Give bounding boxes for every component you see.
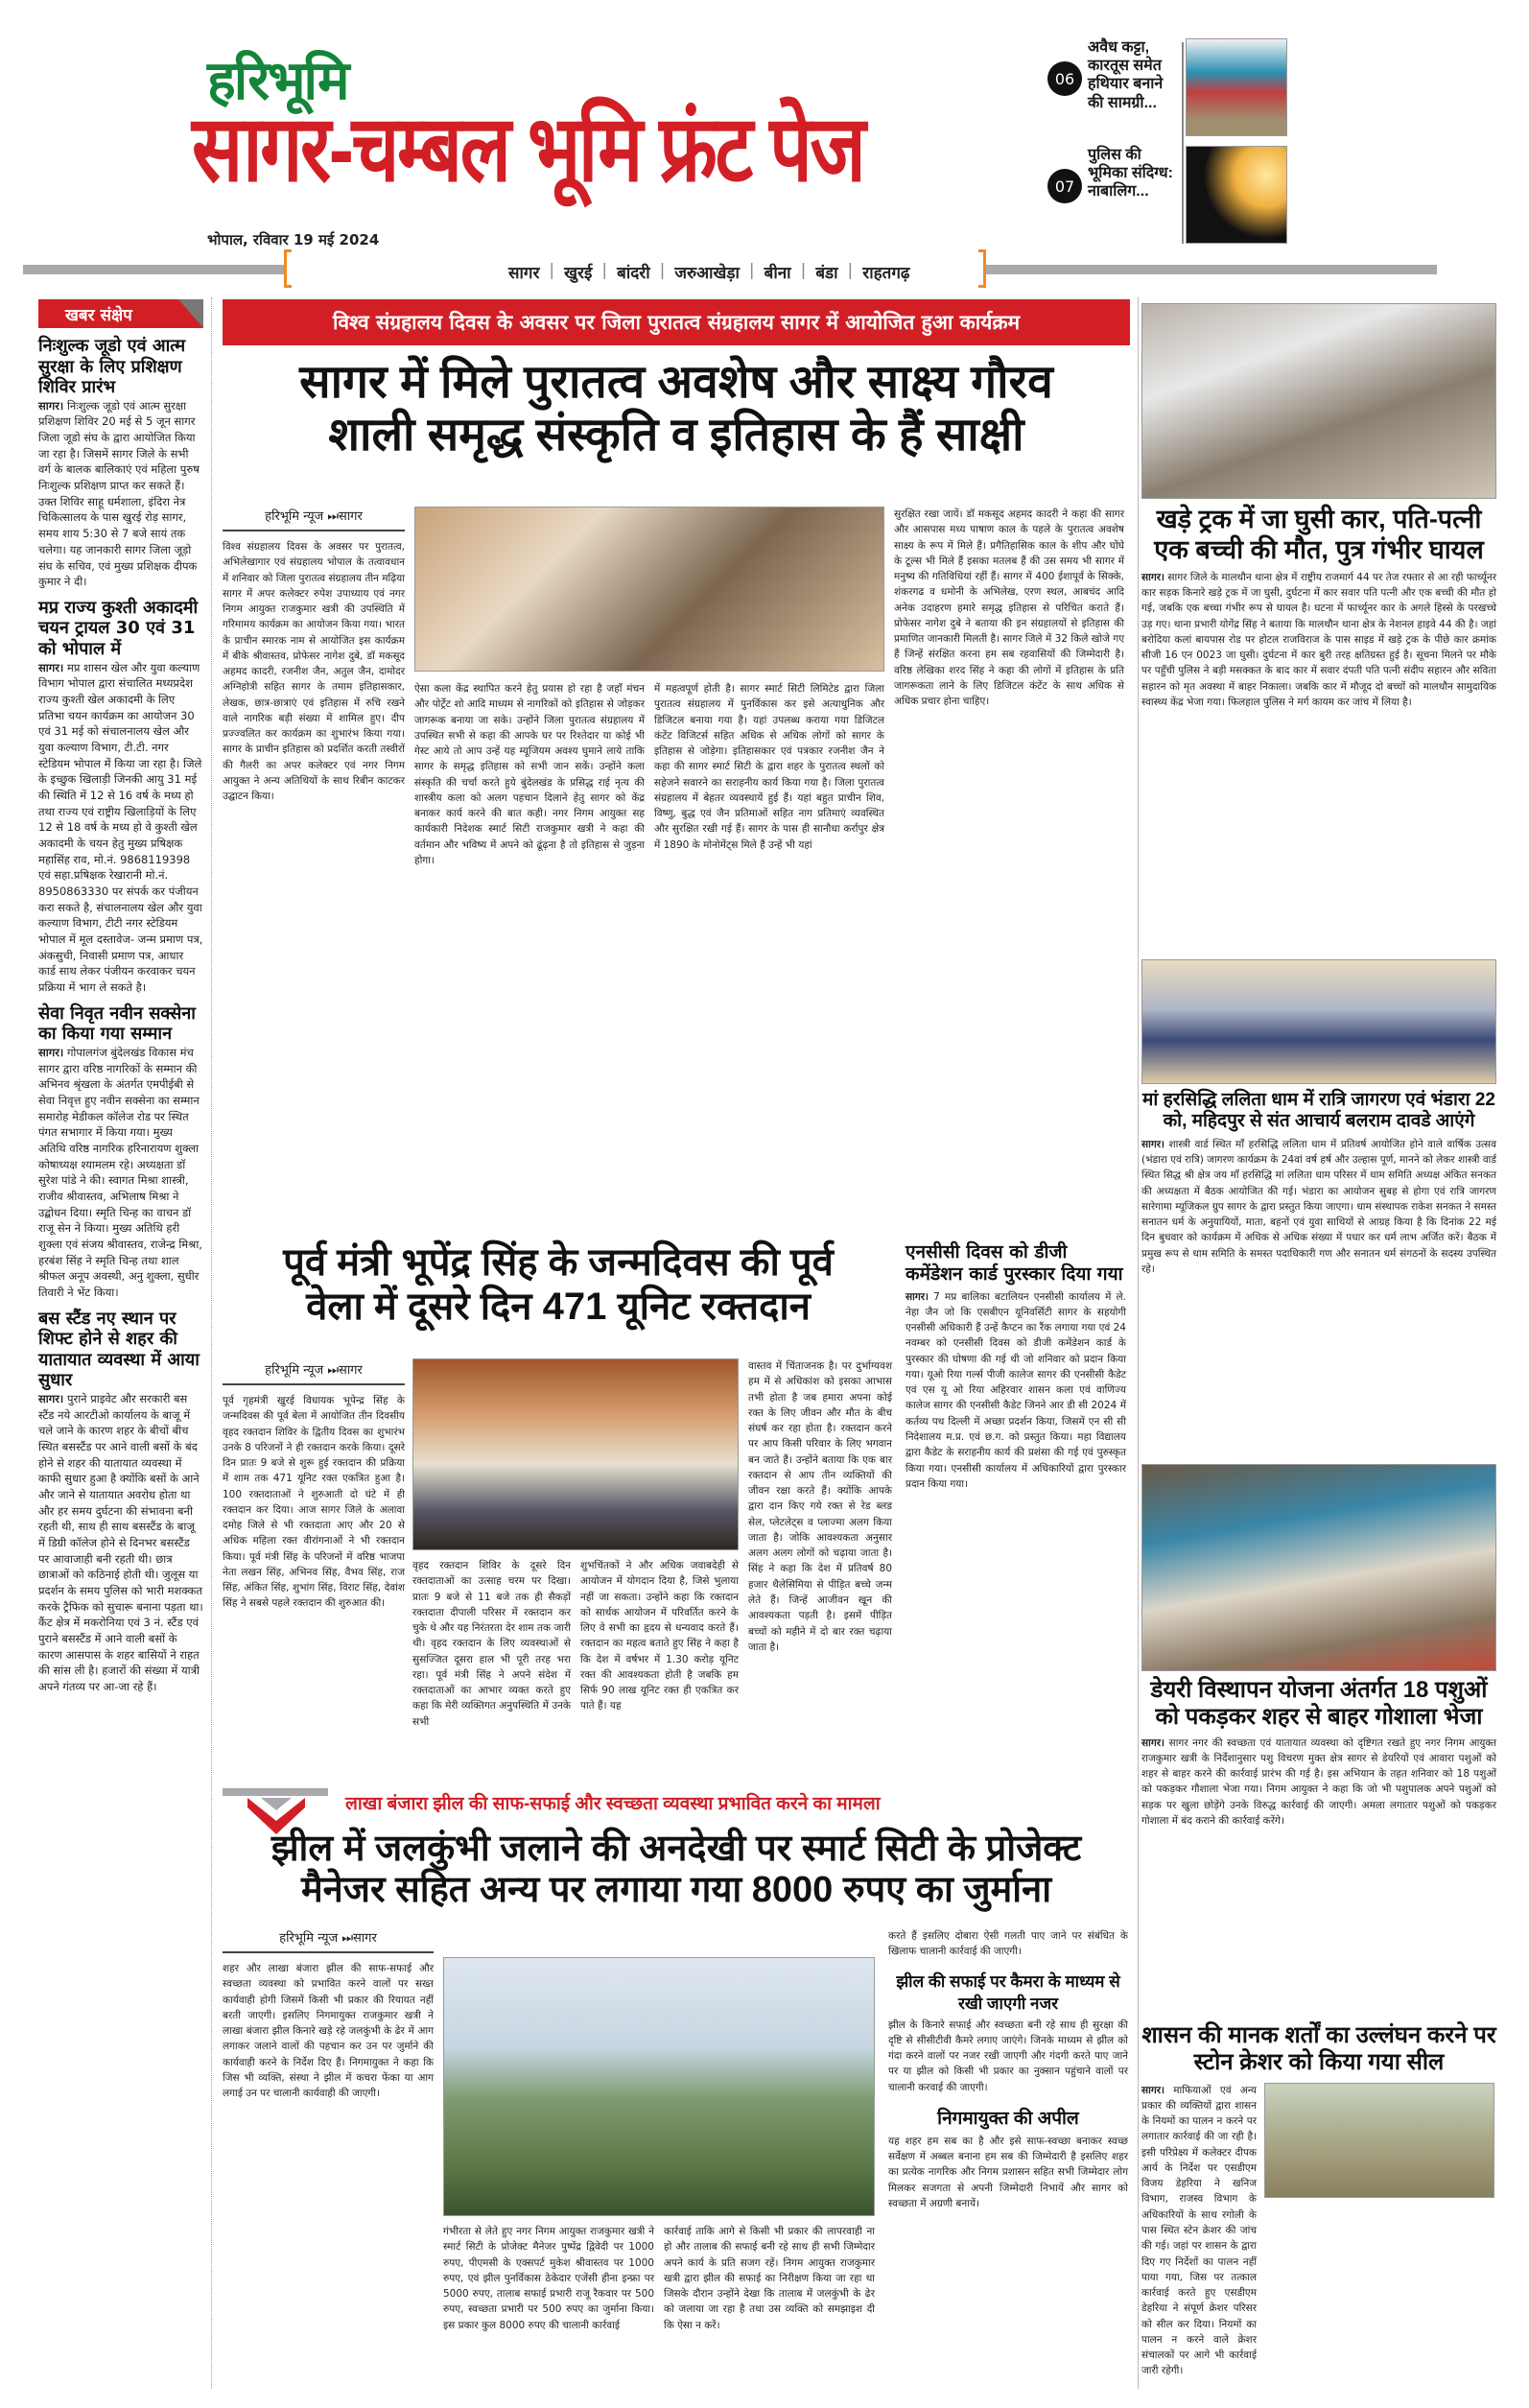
arrest-photo: [1186, 38, 1287, 136]
dateline: भोपाल, रविवार 19 मई 2024: [207, 231, 380, 248]
section-tag: खबर संक्षेप: [38, 299, 203, 328]
blood-donors-group-photo: [412, 1358, 739, 1550]
city-link[interactable]: बांदरी: [617, 264, 650, 283]
crash-headline[interactable]: खड़े ट्रक में जा घुसी कार, पति-पत्नी एक बच्ची की मौत, पुत्र गंभीर घायल: [1154, 505, 1484, 564]
teaser-text: अवैध कट्टा, कारतूस समेत हथियार बनाने की सामग्री...: [1088, 39, 1164, 111]
lead-col-3: में महत्वपूर्ण होती है। सागर स्मार्ट सिटी लिमिटेड द्वारा जिला पुरातत्व संग्रहालय में पुनर्विकास कर इसे अत्याधुनिक और डिजिटल बनाया गया है। यहां उपलब्ध कराया गया डिजिटल कंटेंट विजिटर्स सहित अधिक से अधिक लोगों को सागर के इतिहास से जोड़ेगा। इतिहासकार एवं पत्रकार रजनीश जैन ने कहा की सागर स्मार्ट सिटी के द्वारा शहर के पुरातत्व स्थलों को सहेजने सवारने का सराहनीय कार्य किया गया है। जिला पुरातत्व संग्रहालय में बेहतर व्यवस्थायें हुई हैं। यहां बहुत प्राचीन शिव, विष्णु, बुद्ध एवं जैन प्रतिमाओं सहित नाग प्रतिमाएं व्यवस्थित और सुरक्षित रखी गई हैं। सागर के पास ही सानौधा कर्रापुर क्षेत्र में 1890 के मोनोमेंट्स मिले हैं उन्हें भी यहां: [654, 683, 884, 851]
crash-story: खड़े ट्रक में जा घुसी कार, पति-पत्नी एक बच्ची की मौत, पुत्र गंभीर घायल सागर। सागर जिले के मालथौन थाना क्षेत्र में राष्ट्रीय राजमार्ग 44 पर तेज रफ्तार से आ रही फार्च्यूनर कार सड़क किनारे खड़े ट्रक में जा घुसी, दुर्घटना में कार सवार पति पत्नी और एक बच्ची की मौत हो गई, जबकि एक बच्चा गंभीर रूप से घायल है। घटना में फार्च्यूनर कार के अगले हिस्से के परखच्चे उड़ गए। थाना प्रभारी योगेंद्र सिंह ने बताया कि मालथौन थाना क्षेत्र के नेशनल हाइवे 44 की है। जहां बरोदिया कलां बायपास रोड पर होटल राजविराज के पास साइड में खड़े ट्रक के पीछे कार क्रमांक सीजी 16 एन 0023 जा घुसी। दुर्घटना में कार बुरी तरह क्षतिग्रस्त हुई है। सूचना मिलने पर मौके पर पहुँची पुलिस ने बड़ी मसक्कत के बाद कार में सवार दंपती पति पत्नी संदीप सहारन और सविता सहारन को मृत अवस्था में बाहर निकाला। जबकि कार में मौजूद दो बच्चों को मालथौन सामुदायिक स्वास्थ्य केंद्र भेजा गया। फिलहाल पुलिस ने मर्ग कायम कर जांच में लिया है।: [1141, 505, 1496, 708]
blood-col-3: शुभचिंतकों ने और अधिक जवाबदेही से आयोजन में योगदान दिया है, जिसे भुलाया नहीं जा सकता। उन्होंने कहा कि रक्तदान को सार्थक आयोजन में परिवर्तित करने के लिए वे सभी का हृदय से धन्यवाद करते हैं। रक्तदान का महत्व बताते हुए सिंह ने कहा है कि देश में वर्षभर में 1.30 करोड़ यूनिट रक्त की आवश्यकता होती है जबकि हम सिर्फ 90 लाख यूनिट रक्त ही एकत्रित कर पाते हैं। यह: [580, 1560, 739, 1712]
blood-body: पूर्व गृहमंत्री खुरई विधायक भूपेन्द्र सिंह के जन्मदिवस की पूर्व बेला में आयोजित तीन दिवसीय वृहद रक्तदान शिविर के द्वितीय दिवस का शुभारंभ उनके 8 परिजनों ने ही रक्तदान करके किया। दूसरे दिन प्रातः 9 बजे से शुरू हुई रक्तदान की प्रक्रिया में शाम तक 471 यूनिट रक्त एकत्रित हुआ है। 100 रक्तदाताओं ने शुरुआती दो घंटे में ही रक्तदान कर दिया। आज सागर जिले के अलावा दमोह जिले से भी रक्तदाता आए और 20 से अधिक महिला रक्त वीरांगनाओं ने भी रक्तदान किया। पूर्व मंत्री सिंह के परिजनों में वरिष्ठ भाजपा नेता लखन सिंह, अभिनव सिंह, वैभव सिंह, राज सिंह, अंकित सिंह, शुभांग सिंह, विराट सिंह, देवांश सिंह ने सबसे पहले रक्तदान की शुरुआत की।: [223, 1395, 405, 1610]
crusher-story: शासन की मानक शर्तों का उल्लंघन करने पर स्टोन क्रेशर को किया गया सील सागर। माफियाओं एवं अन्य प्रकार की व्यक्तियों द्वारा शासन के नियमों का पालन न करने पर लगातार कार्रवाई की जा रही है। इसी परिप्रेक्ष्य में कलेक्टर दीपक आर्य के निर्देश पर एसडीएम विजय डेहरिया ने खनिज विभाग, राजस्व विभाग के अधिकारियों के साथ रगोली के पास स्थित स्टेन क्रेशर की जांच की गई। जहां पर शासन के द्वारा दिए गए निर्देशों का पालन नहीं पाया गया, जिस पर तत्काल कार्रवाई करते हुए एसडीएम डेहरिया ने संपूर्ण क्रेशर परिसर को सील कर दिया। नियमों का पालन न करने वाले क्रेशर संचालकों पर आगे भी कार्रवाई जारी रहेगी।: [1141, 2022, 1496, 2377]
city-link[interactable]: सागर: [508, 264, 540, 283]
lake-col-4: करते हैं इसलिए दोबारा ऐसी गलती पाए जाने पर संबंधित के खिलाफ चालानी कार्रवाई की जाएगी। झील की सफाई पर कैमरा के माध्यम से रखी जाएगी नजर झील के किनारे सफाई और स्वच्छता बनी रहे साथ ही सुरक्षा की दृष्टि से सीसीटीवी कैमरे लगाए जाएंगे। जिनके माध्यम से झील को गंदा करने वालों पर नजर रखी जाएगी और गंदगी करते पाए जाने पर या झील को किसी भी प्रकार का नुक्सान पहुंचाने वालों पर चालानी करवाई की जाएगी। निगमायुक्त की अपील यह शहर हम सब का है और इसे साफ-स्वच्छा बनाकर स्वच्छ सर्वेक्षण में अब्बल बनाना हम सब की जिम्मेदारी है इसलिए शहर का प्रत्येक नागरिक और निगम प्रशासन सहित सभी जिम्मेदार लोग मिलकर सजगता से अपनी जिम्मेदारी निभायें और सागर को स्वच्छता में अग्रणी बनायें।: [888, 1930, 1128, 2209]
sidebar-headline: निःशुल्क जूडो एवं आत्म सुरक्षा के लिए प्रशिक्षण शिविर प्रारंभ: [38, 336, 186, 398]
teaser-item[interactable]: [1047, 146, 1287, 244]
bracket-left: [284, 249, 292, 288]
jagran-story: मां हरसिद्धि ललिता धाम में रात्रि जागरण एवं भंडारा 22 को, महिदपुर से संत आचार्य बलराम दावडे आएंगे सागर। शास्त्री वार्ड स्थित माँ हरसिद्धि ललिता धाम में प्रतिवर्ष आयोजित होने वाले वार्षिक उत्सव (भंडारा एवं रात्रि) जागरण कार्यक्रम के 24वां वर्ष हर्ष और उल्हास पूर्ण, मानने को लेकर शास्त्री वार्ड स्थित सिद्ध श्री क्षेत्र जय माँ हरसिद्धि मां ललिता धाम परिसर में धाम समिति अध्यक्ष अंकित सनकत की अध्यक्षता में बैठक आयोजित की गई। भंडारा का आयोजन सुबह से होगा एवं रात्रि जागरण सारेगामा म्यूजिकल ग्रुप सागर के द्वारा प्रस्तुत किया जाएगा। धाम संस्थापक राकेश सनकत ने समस्त सनातन धर्म के अनुयायियों, माता, बहनों एवं युवा साथियों से आग्रह किया है कि दिनांक 22 मई दिन बुधवार को कार्यक्रम में अधिक से अधिक संख्या में पधार कर धर्म लाभ अर्जित करें। बैठक में प्रमुख रूप से धाम समिति के समस्त पदाधिकारी गण और सनातन धर्म संगठनों के सदस्य उपस्थित रहे।: [1141, 1090, 1496, 1275]
jagran-body: शास्त्री वार्ड स्थित माँ हरसिद्धि ललिता धाम में प्रतिवर्ष आयोजित होने वाले वार्षिक उत्सव (भंडारा एवं रात्रि) जागरण कार्यक्रम के 24वां वर्ष हर्ष और उल्हास पूर्ण, मानने को लेकर शास्त्री वार्ड स्थित सिद्ध श्री क्षेत्र जय माँ हरसिद्धि मां ललिता धाम परिसर में धाम समिति अध्यक्ष अंकित सनकत की अध्यक्षता में बैठक आयोजित की गई। भंडारा का आयोजन सुबह से होगा एवं रात्रि जागरण सारेगामा म्यूजिकल ग्रुप सागर के द्वारा प्रस्तुत किया जाएगा। धाम संस्थापक राकेश सनकत ने समस्त सनातन धर्म के अनुयायियों, माता, बहनों एवं युवा साथियों से आग्रह किया है कि दिनांक 22 मई दिन बुधवार को कार्यक्रम में अधिक से अधिक संख्या में पधार कर धर्म लाभ अर्जित करें। बैठक में प्रमुख रूप से धाम समिति के समस्त पदाधिकारी गण और सनातन धर्म संगठनों के सदस्य उपस्थित रहे।: [1141, 1138, 1496, 1275]
city-nav: सागर | खुरई | बांदरी | जरुआखेड़ा | बीना | बंडा | राहतगढ़: [508, 261, 910, 283]
city-link[interactable]: राहतगढ़: [862, 264, 910, 283]
lake-body: शहर और लाखा बंजारा झील की साफ-सफाई और स्वच्छता व्यवस्था को प्रभावित करने वालों पर सख्त कार्यवाही होगी जिसमें किसी भी प्रकार की रियायत नहीं बरती जाएगी। इसलिए निगमायुक्त राजकुमार खत्री ने लाखा बंजारा झील किनारे खड़े रहे जलकुंभी के ढेर में आग लगाकर जलाने वालों की पहचान कर उन पर जुर्माने की कार्यवाही करने के निर्देश दिए हैं। निगमायुक्त ने कहा कि जिस भी व्यक्ति, संस्था ने झील में कचरा फेंका या आग लगाई उन पर चालानी कार्यवाही की जाएगी।: [223, 1963, 434, 2100]
lake-subhead-camera: झील की सफाई पर कैमरा के माध्यम से रखी जाएगी नजर: [896, 1971, 1120, 2013]
byline: हरिभूमि न्यूज ⏭सागर: [223, 507, 405, 531]
sidebar-item: बस स्टैंड नए स्थान पर शिफ्ट होने से शहर की यातायात व्यवस्था में आया सुधार सागर। पुराने प्राइवेट और सरकारी बस स्टैंड नये आरटीओ कार्यालय के बाजू में चले जाने के कारण शहर के बीचों बीच स्थित बसस्टैंड पर आने वाली बसों के बंद होने से शहर की यातायात व्यवस्था में काफी सुधार हुआ है क्योंकि बसों के आने और जाने से यातायात अवरोध होता था और हर समय दुर्घटना की संभावना बनी रहती थी, साथ ही साथ बसस्टैंड के बाजू में डिग्री कॉलेज होने से दिनभर बसस्टैंड पर आवाजाही बनी रहती थी। छात्र छात्राओं को कठिनाई होती थी। जुलूस या प्रदर्शन के समय पुलिस को भारी मशक्कत करके ट्रैफिक को सुचारू बनाना पड़ता था। कैंट क्षेत्र में मकरोनिया एवं 3 नं. स्टैंड एवं पुराने बसस्टैंड में आने वाली बसों के कारण आसपास के शहर बासियों ने राहत की सांस ली है। हजारों की संख्या में यात्री अपने गंतव्य पर आ-जा रहे हैं।: [38, 1308, 203, 1694]
sidebar-headline: बस स्टैंड नए स्थान पर शिफ्ट होने से शहर की यातायात व्यवस्था में आया सुधार: [38, 1308, 200, 1391]
lake-col-1: [223, 1928, 434, 2101]
lake-col-3: कार्रवाई ताकि आगे से किसी भी प्रकार की लापरवाही ना हो और तालाब की सफाई बनी रहे साथ ही सभी जिम्मेदार अपने कार्य के प्रति सजग रहें। निगम आयुक्त राजकुमार खत्री द्वारा झील की सफाई का निरीक्षण किया जा रहा था जिसके दौरान उन्होंने देखा कि तालाब में जलकुंभी के ढेर को जलाया जा रहा है तथा उस व्यक्ति को समझाइश दी कि ऐसा न करें।: [664, 2226, 875, 2331]
page-number-badge: 06: [1047, 61, 1082, 96]
byline: हरिभूमि न्यूज ⏭सागर: [223, 1928, 434, 1953]
teaser-item[interactable]: [1047, 38, 1287, 136]
lead-col-2: ऐसा कला केंद्र स्थापित करने हेतु प्रयास हो रहा है जहाँ मंचन और पोर्ट्रेट शो आदि माध्यम से नागरिकों को इतिहास से जोड़कर जागरूक बनाया जा सके। उन्होंने जिला पुरातत्व संग्रहालय में उपस्थित सभी से कहा की आपके घर पर रिश्तेदार या कोई भी गेस्ट आये तो आप उन्हें यह म्यूजियम अवश्य घुमाने लाये ताकि सागर के समृद्ध इतिहास को सभी जान सकें। उन्होंने कला संस्कृति की चर्चा करते हुये बुंदेलखंड के प्रसिद्ध राई नृत्य की शास्त्रीय कला को अलग पहचान दिलाने हेतु सागर को केंद्र बनाकर कार्य करने की बात कही। नगर निगम आयुक्त सह कार्यकारी निदेशक स्मार्ट सिटी राजकुमार खत्री ने कहा की वर्तमान और भविष्य में अपने को ढूंढ़ना है तो इतिहास से जुड़ना होगा।: [414, 683, 645, 866]
blood-donation-headline[interactable]: पूर्व मंत्री भूपेंद्र सिंह के जन्मदिवस की पूर्व वेला में दूसरे दिन 471 यूनिट रक्तदान: [283, 1241, 834, 1328]
lead-headline[interactable]: सागर में मिले पुरातत्व अवशेष और साक्ष्य गौरव शाली समृद्ध संस्कृति व इतिहास के हैं साक्षी: [299, 357, 1053, 460]
jagran-headline[interactable]: मां हरसिद्धि ललिता धाम में रात्रि जागरण एवं भंडारा 22 को, महिदपुर से संत आचार्य बलराम दावडे आएंगे: [1142, 1090, 1495, 1132]
lead-body: विश्व संग्रहालय दिवस के अवसर पर पुरातत्व, अभिलेखागार एवं संग्रहालय भोपाल के तत्वावधान में शनिवार को जिला पुरातत्व संग्रहालय तीन मढ़िया सागर में अपर कलेक्टर रुपेश उपाध्याय एवं नगर निगम आयुक्त राजकुमार खत्री की उपस्थिति में गरिमामय कार्यक्रम का आयोजन किया गया। भारत के प्राचीन स्मारक नाम से आयोजित इस कार्यक्रम में बीके श्रीवास्तव, प्रोफेसर नागेश दुबे, डॉ मकसूद अहमद कादरी, रजनीश जैन, अतुल जैन, दामोदर अग्निहोत्री सहित सागर के तमाम इतिहासकार, लेखक, छात्र-छात्राएं एवं इतिहास में रुचि रखने वाले नागरिक बड़ी संख्या में शामिल हुए। दीप प्रज्ज्वलित कर कार्यक्रम का शुभारंभ किया गया। सागर के प्राचीन इतिहास को प्रदर्शित करती तस्वीरों की गैलरी का अपर कलेक्टर एवं नगर निगम आयुक्त ने अन्य अतिथियों के साथ रिबीन काटकर उद्घाटन किया।: [223, 541, 405, 803]
crusher-headline[interactable]: शासन की मानक शर्तों का उल्लंघन करने पर स्टोन क्रेशर को किया गया सील: [1141, 2022, 1496, 2076]
sidebar-news-list: [38, 336, 203, 1695]
byline: हरिभूमि न्यूज ⏭सागर: [223, 1360, 405, 1385]
sidebar-body: पुराने प्राइवेट और सरकारी बस स्टैंड नये आरटीओ कार्यालय के बाजू में चले जाने के कारण शहर के बीचों बीच स्थित बसस्टैंड पर आने वाली बसों के बंद होने से शहर की यातायात व्यवस्था में काफी सुधार हुआ है क्योंकि बसों के आने और जाने से यातायात अवरोध होता था और हर समय दुर्घटना की संभावना बनी रहती थी, साथ ही साथ बसस्टैंड के बाजू में डिग्री कॉलेज होने से दिनभर बसस्टैंड पर आवाजाही बनी रहती थी। छात्र छात्राओं को कठिनाई होती थी। जुलूस या प्रदर्शन के समय पुलिस को भारी मशक्कत करके ट्रैफिक को सुचारू बनाना पड़ता था। कैंट क्षेत्र में मकरोनिया एवं 3 नं. स्टैंड एवं पुराने बसस्टैंड में आने वाली बसों के कारण आसपास के शहर बासियों ने राहत की सांस ली है। हजारों की संख्या में यात्री अपने गंतव्य पर आ-जा रहे हैं।: [38, 1392, 203, 1694]
meeting-photo: [1141, 959, 1496, 1084]
page-number-badge: 07: [1047, 169, 1082, 203]
sidebar-divider: [211, 297, 212, 2389]
masthead-rule-left: [23, 265, 284, 274]
city-link[interactable]: खुरई: [564, 264, 593, 283]
lead-col-4: सुरक्षित रखा जायें। डॉ मकसूद अहमद कादरी ने कहा की सागर और आसपास मध्य पाषाण काल के पहले के पुरातत्व अवशेष साक्ष्य के रूप में मिले हैं। प्रगैतिहासिक काल के शीप और घोंघे के टूल्स भी मिले हैं इसका मतलब हैं की उस समय भी सागर में मनुष्य की गतिविधियां रहीं हैं। सागर में 400 ईशापूर्व के सिक्के, शंकरगढ व धमोनी के अभिलेख, एरण स्थल, आबचंद आदि अनेक उदाहरण हमारे समृद्ध इतिहास से परिचित कराते हैं। प्रोफेसर नागेश दुबे ने बताया की इन संग्रहालयों से इतिहास की प्रमाणित जानकारी मिलती है। सागर जिले में 32 किले खोजे गए हैं जिन्हें संरक्षित करना हम सब रहवासियों की जिम्मेदारी है। वरिष्ठ लेखिका शरद सिंह ने कहा की लोगों में इतिहास के प्रति जागरूकता लाने के लिए डिजिटल कंटेंट के साथ अधिक से अधिक प्रचार होना चाहिए।: [894, 508, 1124, 708]
museum-event-photo: [414, 507, 884, 672]
sidebar-headline: मप्र राज्य कुश्ती अकादमी चयन ट्रायल 30 एवं 31 को भोपाल में: [38, 597, 199, 660]
city-link[interactable]: बंडा: [815, 264, 838, 283]
sidebar-body: गोपालगंज बुंदेलखंड विकास मंच सागर द्वारा वरिष्ठ नागरिकों के सम्मान की अभिनव श्रृंखला के अंतर्गत एमपीईबी से सेवा निवृत्त हुए नवीन सक्सेना का सम्मान समारोह मेडीकल कॉलेज रोड पर स्थित पंगत सभागार में किया गया। मुख्य अतिथि वरिष्ठ नागरिक हरिनारायण शुक्ला कोषाध्यक्ष श्यामलम रहे। अध्यक्षता डॉ सुरेश पांडे ने की। स्वागत मिश्रा शास्त्री, राजीव श्रीवास्तव, अभिलाष मिश्रा ने उद्बोधन दिया। स्मृति चिन्ह का वाचन डॉ राजू सेन ने किया। मुख्य अतिथि हरी शुक्ला एवं संजय श्रीवास्तव, राजेन्द्र मिश्रा, हरबंश सिंह ने स्मृति चिन्ह तथा शाल श्रीफल अनूप अवस्थी, अनु शुक्ला, सुधीर तिवारी ने भेंट किया।: [38, 1045, 202, 1299]
lead-col-1: [223, 507, 405, 805]
blood-col-1: [223, 1360, 405, 1612]
lake-rule: [223, 1788, 328, 1796]
sidebar-item: निःशुल्क जूडो एवं आत्म सुरक्षा के लिए प्रशिक्षण शिविर प्रारंभ सागर। निःशुल्क जूडो एवं आत्म सुरक्षा प्रशिक्षण शिविर 20 मई से 5 जून सागर जिला जूडो संघ के द्वारा आयोजित किया जा रहा है। जिसमें सागर जिले के सभी वर्ग के बालक बालिकाएं एवं महिला पुरुष निःशुल्क प्रशिक्षण प्राप्त कर सकते हैं। उक्त शिविर साहू धर्मशाला, इंदिरा नेत्र चिकित्सालय के पास खुरई रोड़ सागर, समय शाय 5:30 से 7 बजे सायं तक चलेगा। यह जानकारी सागर जिला जूड़ो संघ के सचिव, एवं मुख्य प्रशिक्षक दीपक कुमार ने दी।: [38, 336, 203, 590]
blood-col-4: वास्तव में चिंताजनक है। पर दुर्भाग्यवश हम में से अधिकांश को इसका आभास तभी होता है जब हमारा अपना कोई रक्त के लिए जीवन और मौत के बीच संघर्ष कर रहा होता है। रक्तदान करने पर आप किसी परिवार के लिए भगवान बन जाते हैं। उन्होंने बताया कि एक बार रक्तदान से आप तीन व्यक्तियों की जीवन रक्षा करते हैं। क्योंकि आपके द्वारा दान किए गये रक्त से रेड ब्लड सेल, प्लेटलेट्स व प्लाज्मा अलग किया जाता है। जोकि आवश्यकता अनुसार अलग अलग लोगों को चढ़ाया जाता है। सिंह ने कहा कि देश में प्रतिवर्ष 80 हजार थैलेसिमिया से पीड़ित बच्चे जन्म लेते हैं। जिन्हें आजीवन खून की आवश्यकता पड़ती है। इसमें पीड़ित बच्चों को महीने में दो बार रक्त चढ़ाया जाता है।: [748, 1360, 892, 1653]
lake-kicker: लाखा बंजारा झील की साफ-सफाई और स्वच्छता व्यवस्था प्रभावित करने का मामला: [345, 1794, 881, 1814]
quarry-photo: [1264, 2083, 1494, 2198]
city-link[interactable]: बीना: [764, 264, 791, 283]
ncc-body: 7 मप्र बालिका बटालियन एनसीसी कार्यालय में ले. नेहा जैन जो कि एसबीएन यूनिवर्सिटी सागर के सहयोगी एनसीसी अधिकारी हैं उन्हें कैप्टन का रैंक लगाया गया एवं 24 नवम्बर को एनसीसी दिवस को डीजी कमेंडेशन कार्ड के पुरस्कार की घोषणा की गई थी जो शनिवार को प्रदान किया गया। यूओ रिया गर्ल्स पीजी कालेज सागर की एनसीसी कैडेट एवं एस यू ओ रिया अहिरवार शासन कला एवं वाणिज्य कालेज सागर की एनसीसी कैडेट जिनने आर डी सी 2024 में कर्तव्य पथ दिल्ली में अच्छा प्रदर्शन किया, जिसमें एन सी सी निदेशालय म.प्र. एवं छ.ग. को प्रस्तुत किया। महा विद्यालय द्वारा कैडेट के सराहनीय कार्य की प्रशंसा की गई एवं पुरुस्कृत किया गया। एनसीसी कार्यालय में अधिकारियों द्वारा पुरस्कार प्रदान किया गया।: [906, 1290, 1126, 1490]
teaser-text: पुलिस की भूमिका संदिग्ध: नाबालिग...: [1088, 147, 1173, 201]
dairy-headline[interactable]: डेयरी विस्थापन योजना अंतर्गत 18 पशुओं को पकड़कर शहर से बाहर गोशाला भेजा: [1150, 1677, 1488, 1731]
crash-photo: [1141, 303, 1496, 499]
sidebar-body: मप्र शासन खेल और युवा कल्याण विभाग भोपाल द्वारा संचालित मध्यप्रदेश राज्य कुश्ती खेल अकादमी के लिए प्रतिभा चयन कार्यक्रम का आयोजन 30 एवं 31 मई को संचालनालय खेल और युवा कल्याण विभाग, टी.टी. नगर स्टेडियम भोपाल में किया जा रहा है। जिले के इच्छुक खिलाड़ी जिनकी आयु 31 मई की स्थिति में 12 से 16 वर्ष के मध्य हो तथा राज्य एवं राष्ट्रीय खिलाड़ियों के लिए 12 से 18 वर्ष के मध्य हो वे कुश्ती खेल अकादमी के चयन हेतु मुख्य प्रषिक्षक महासिंह राव, मो.नं. 9868119398 एवं सहा.प्रषिक्षक रेखारानी मो.नं. 8950863330 पर संपर्क कर पंजीयन करा सकते है, संचालनालय खेल और युवा कल्याण विभाग, टीटी नगर स्टेडियम भोपाल में मूल दस्तावेज- जन्म प्रमाण पत्र, अंकसुची, निवासी प्रमाण पत्र, आधार कार्ड साथ लेकर पंजीयन करवाकर चयन प्रक्रिया में भाग ले सकते है।: [38, 660, 203, 995]
bracket-right: [978, 249, 986, 288]
blood-col-2: वृहद रक्तदान शिविर के दूसरे दिन रक्तदाताओं का उत्साह चरम पर दिखा। प्रातः 9 बजे से 11 बजे तक ही सैकड़ों रक्तदाता दीपाली परिसर में रक्तदान कर चुके थे और यह निरंतरता देर शाम तक जारी थी। वृहद रक्तदान के लिए व्यवस्थाओं से सुसज्जित दूसरा हाल भी पूरी तरह भरा रहा। पूर्व मंत्री सिंह ने अपने संदेश में रक्तदाताओं का आभार व्यक्त करते हुए कहा कि मेरी व्यक्तिगत अनुपस्थिति में उनके सभी: [412, 1560, 571, 1728]
lake-col-2: गंभीरता से लेते हुए नगर निगम आयुक्त राजकुमार खत्री ने स्मार्ट सिटी के प्रोजेक्ट मैनेजर पुष्पेंद्र द्विवेदी पर 1000 रुपए, पीएमसी के एक्सपर्ट मुकेश श्रीवास्तव पर 1000 रुपए, एवं झील पुनर्विकास ठेकेदार एजेंसी हीना इन्फ्रा पर 5000 रुपए, तालाब सफाई प्रभारी राजू रैकवार पर 500 रुपए, स्वच्छता प्रभारी पर 500 रुपए का जुर्माना किया। इस प्रकार कुल 8000 रुपए की चालानी कार्रवाई: [443, 2226, 654, 2331]
crusher-body: माफियाओं एवं अन्य प्रकार की व्यक्तियों द्वारा शासन के नियमों का पालन न करने पर लगातार कार्रवाई की जा रही है। इसी परिप्रेक्ष्य में कलेक्टर दीपक आर्य के निर्देश पर एसडीएम विजय डेहरिया ने खनिज विभाग, राजस्व विभाग के अधिकारियों के साथ रगोली के पास स्थित स्टेन क्रेशर की जांच की गई। जहां पर शासन के द्वारा दिए गए निर्देशों का पालन नहीं पाया गया, जिस पर तत्काल कार्रवाई करते हुए एसडीएम डेहरिया ने संपूर्ण क्रेशर परिसर को सील कर दिया। नियमों का पालन न करने वाले क्रेशर संचालकों पर आगे भी कार्रवाई जारी रहेगी।: [1141, 2084, 1257, 2377]
lake-inspection-photo: [443, 1957, 875, 2216]
sidebar-item: मप्र राज्य कुश्ती अकादमी चयन ट्रायल 30 एवं 31 को भोपाल में सागर। मप्र शासन खेल और युवा कल्याण विभाग भोपाल द्वारा संचालित मध्यप्रदेश राज्य कुश्ती खेल अकादमी के लिए प्रतिभा चयन कार्यक्रम का आयोजन 30 एवं 31 मई को संचालनालय खेल और युवा कल्याण विभाग, टी.टी. नगर स्टेडियम भोपाल में किया जा रहा है। जिले के इच्छुक खिलाड़ी जिनकी आयु 31 मई की स्थिति में 12 से 16 वर्ष के मध्य हो तथा राज्य एवं राष्ट्रीय खिलाड़ियों के लिए 12 से 18 वर्ष के मध्य हो वे कुश्ती खेल अकादमी के चयन हेतु मुख्य प्रषिक्षक महासिंह राव, मो.नं. 9868119398 एवं सहा.प्रषिक्षक रेखारानी मो.नं. 8950863330 पर संपर्क कर पंजीयन करा सकते है, संचालनालय खेल और युवा कल्याण विभाग, टीटी नगर स्टेडियम भोपाल में मूल दस्तावेज- जन्म प्रमाण पत्र, अंकसुची, निवासी प्रमाण पत्र, आधार कार्ड साथ लेकर पंजीयन करवाकर चयन प्रक्रिया में भाग ले सकते है।: [38, 597, 203, 995]
masthead-rule-right: [986, 265, 1437, 274]
lead-kicker-banner: विश्व संग्रहालय दिवस के अवसर पर जिला पुरातत्व संग्रहालय सागर में आयोजित हुआ कार्यक्रम: [223, 299, 1130, 345]
dairy-body: सागर नगर की स्वच्छता एवं यातायात व्यवस्था को दृष्टिगत रखते हुए नगर निगम आयुक्त राजकुमार खत्री के निर्देशानुसार पशु विचरण मुक्त क्षेत्र सागर से डेयरियों एवं आवारा पशुओं को शहर से बाहर करने की कार्रवाई प्रारंभ की गई है। इस अभियान के तहत शनिवार को 18 पशुओं को पकड़कर गौशाला भेजा गया। निगम आयुक्त ने कहा कि जो भी पशुपालक अपने पशुओं को सड़क पर खुला छोड़ेंगे उनके विरुद्ध कार्रवाई की जाएगी। अमला लगातार पशुओं को पकड़कर गोशाला में बंद कराने की कार्रवाई करेंगे।: [1141, 1736, 1497, 1827]
right-column-rule: [1138, 297, 1139, 2389]
cattle-capture-photo: [1141, 1464, 1496, 1671]
sidebar-headline: सेवा निवृत नवीन सक्सेना का किया गया सम्मान: [38, 1003, 196, 1045]
page-title: सागर-चम्बल भूमि फ्रंट पेज: [192, 98, 864, 201]
sidebar-item: सेवा निवृत नवीन सक्सेना का किया गया सम्मान सागर। गोपालगंज बुंदेलखंड विकास मंच सागर द्वारा वरिष्ठ नागरिकों के सम्मान की अभिनव श्रृंखला के अंतर्गत एमपीईबी से सेवा निवृत्त हुए नवीन सक्सेना का सम्मान समारोह मेडीकल कॉलेज रोड पर स्थित पंगत सभागार में किया गया। मुख्य अतिथि वरिष्ठ नागरिक हरिनारायण शुक्ला कोषाध्यक्ष श्यामलम रहे। अध्यक्षता डॉ सुरेश पांडे ने की। स्वागत मिश्रा शास्त्री, राजीव श्रीवास्तव, अभिलाष मिश्रा ने उद्बोधन दिया। स्मृति चिन्ह का वाचन डॉ राजू सेन ने किया। मुख्य अतिथि हरी शुक्ला एवं संजय श्रीवास्तव, राजेन्द्र मिश्रा, हरबंश सिंह ने स्मृति चिन्ह तथा शाल श्रीफल अनूप अवस्थी, अनु शुक्ला, सुधीर तिवारी ने भेंट किया।: [38, 1003, 202, 1299]
dairy-story: डेयरी विस्थापन योजना अंतर्गत 18 पशुओं को पकड़कर शहर से बाहर गोशाला भेजा सागर। सागर नगर की स्वच्छता एवं यातायात व्यवस्था को दृष्टिगत रखते हुए नगर निगम आयुक्त राजकुमार खत्री के निर्देशानुसार पशु विचरण मुक्त क्षेत्र सागर से डेयरियों एवं आवारा पशुओं को शहर से बाहर करने की कार्रवाई प्रारंभ की गई है। इस अभियान के तहत शनिवार को 18 पशुओं को पकड़कर गौशाला भेजा गया। निगम आयुक्त ने कहा कि जो भी पशुपालक अपने पशुओं को सड़क पर खुला छोड़ेंगे उनके विरुद्ध कार्रवाई की जाएगी। अमला लगातार पशुओं को पकड़कर गोशाला में बंद कराने की कार्रवाई करेंगे।: [1141, 1677, 1497, 1827]
lake-headline[interactable]: झील में जलकुंभी जलाने की अनदेखी पर स्मार्ट सिटी के प्रोजेक्ट मैनेजर सहित अन्य पर लगाया गया 8000 रुपए का जुर्माना: [271, 1829, 1082, 1911]
brand-logo: हरिभूमि: [207, 50, 348, 112]
ncc-headline[interactable]: एनसीसी दिवस को डीजी कमेंडेशन कार्ड पुरस्कार दिया गया: [906, 1241, 1123, 1285]
city-link[interactable]: जरुआखेड़ा: [674, 264, 740, 283]
ncc-story: एनसीसी दिवस को डीजी कमेंडेशन कार्ड पुरस्कार दिया गया सागर। 7 मप्र बालिका बटालियन एनसीसी कार्यालय में ले. नेहा जैन जो कि एसबीएन यूनिवर्सिटी सागर के सहयोगी एनसीसी अधिकारी हैं उन्हें कैप्टन का रैंक लगाया गया एवं 24 नवम्बर को एनसीसी दिवस को डीजी कमेंडेशन कार्ड के पुरस्कार की घोषणा की गई थी जो शनिवार को प्रदान किया गया। यूओ रिया गर्ल्स पीजी कालेज सागर की एनसीसी कैडेट एवं एस यू ओ रिया अहिरवार शासन कला एवं वाणिज्य कालेज सागर की एनसीसी कैडेट जिनने आर डी सी 2024 में कर्तव्य पथ दिल्ली में अच्छा प्रदर्शन किया, जिसमें एन सी सी निदेशालय म.प्र. एवं छ.ग. को प्रस्तुत किया। महा विद्यालय द्वारा कैडेट के सराहनीय कार्य की प्रशंसा की गई एवं पुरुस्कृत किया गया। एनसीसी कार्यालय में अधिकारियों द्वारा पुरस्कार प्रदान किया गया।: [906, 1241, 1126, 1490]
sidebar-body: निःशुल्क जूडो एवं आत्म सुरक्षा प्रशिक्षण शिविर 20 मई से 5 जून सागर जिला जूडो संघ के द्वारा आयोजित किया जा रहा है। जिसमें सागर जिले के सभी वर्ग के बालक बालिकाएं एवं महिला पुरुष निःशुल्क प्रशिक्षण प्राप्त कर सकते हैं। उक्त शिविर साहू धर्मशाला, इंदिरा नेत्र चिकित्सालय के पास खुरई रोड़ सागर, समय शाय 5:30 से 7 बजे सायं तक चलेगा। यह जानकारी सागर जिला जूड़ो संघ के सचिव, एवं मुख्य प्रशिक्षक दीपक कुमार ने दी।: [38, 398, 200, 589]
lake-subhead-appeal: निगमायुक्त की अपील: [937, 2108, 1079, 2129]
silhouette-photo: [1186, 146, 1287, 244]
crash-body: सागर जिले के मालथौन थाना क्षेत्र में राष्ट्रीय राजमार्ग 44 पर तेज रफ्तार से आ रही फार्च्यूनर कार सड़क किनारे खड़े ट्रक में जा घुसी, दुर्घटना में कार सवार पति पत्नी और एक बच्ची की मौत हो गई, जबकि एक बच्चा गंभीर रूप से घायल है। घटना में फार्च्यूनर कार के अगले हिस्से के परखच्चे उड़ गए। थाना प्रभारी योगेंद्र सिंह ने बताया कि मालथौन थाना क्षेत्र के नेशनल हाइवे 44 की है। जहां बरोदिया कलां बायपास रोड पर होटल राजविराज के पास साइड में खड़े ट्रक के पीछे कार क्रमांक सीजी 16 एन 0023 जा घुसी। दुर्घटना में कार बुरी तरह क्षतिग्रस्त हुई है। सूचना मिलने पर मौके पर पहुँची पुलिस ने बड़ी मसक्कत के बाद कार में सवार दंपती पति पत्नी संदीप सहारन और सविता सहारन को मृत अवस्था में बाहर निकाला। जबकि कार में मौजूद दो बच्चों को मालथौन सामुदायिक स्वास्थ्य केंद्र भेजा गया। फिलहाल पुलिस ने मर्ग कायम कर जांच में लिया है।: [1141, 571, 1496, 708]
